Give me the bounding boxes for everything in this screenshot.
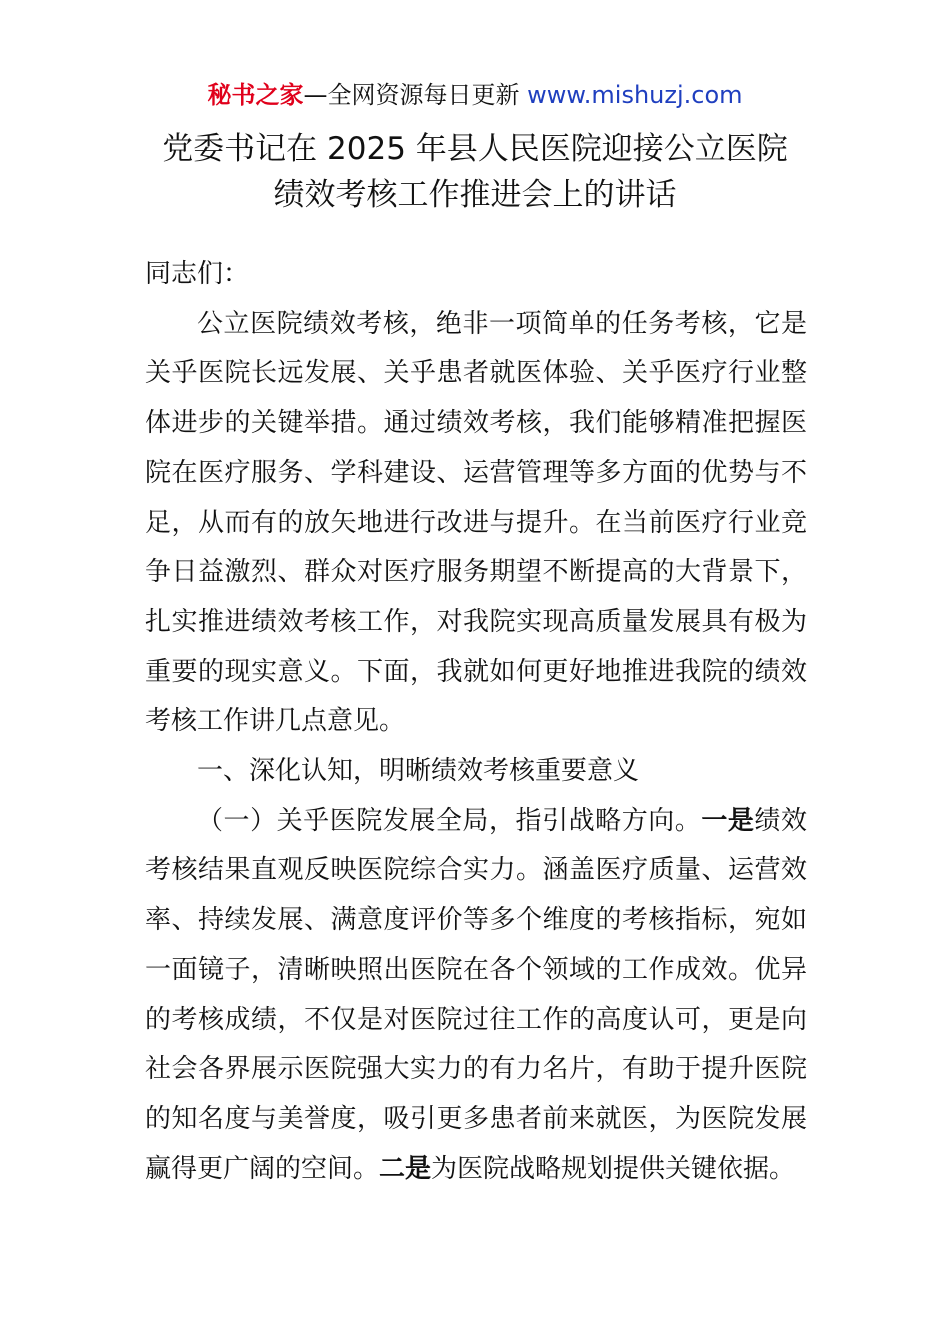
point-marker-2: 二是 (379, 1153, 432, 1184)
section-heading-1: 一、深化认知，明晰绩效考核重要意义 (197, 756, 640, 787)
title-line-2: 绩效考核工作推进会上的讲话 (273, 177, 677, 213)
site-url-link[interactable]: www.mishuzj.com (527, 81, 743, 109)
document-body (145, 250, 807, 1194)
header-tagline: —全网资源每日更新 (303, 81, 528, 109)
point-text-1: 绩效考核结果直观反映医院综合实力。涵盖医疗质量、运营效率、持续发展、满意度评价等多个维度的考核指标，宛如一面镜子，清晰映照出医院在各个领域的工作成效。优异的考核成绩，不仅是对医院过往工作的高度认可，更是向社会各界展示医院强大实力的有力名片，有助于提升医院的知名度与美誉度，吸引更多患者前来就医，为医院发展赢得更广阔的空间。 (145, 805, 807, 1184)
point-marker-1: 一是 (701, 805, 755, 836)
document-title (0, 126, 950, 218)
subsection-lead: （一）关乎医院发展全局，指引战略方向。 (197, 805, 702, 836)
point-text-2: 为医院战略规划提供关键依据。 (431, 1153, 796, 1184)
intro-paragraph: 公立医院绩效考核，绝非一项简单的任务考核，它是关乎医院长远发展、关乎患者就医体验、关乎医疗行业整体进步的关键举措。通过绩效考核，我们能够精准把握医院在医疗服务、学科建设、运营管理等多方面的优势与不足，从而有的放矢地进行改进与提升。在当前医疗行业竞争日益激烈、群众对医疗服务期望不断提高的大背景下，扎实推进绩效考核工作，对我院实现高质量发展具有极为重要的现实意义。下面，我就如何更好地推进我院的绩效考核工作讲几点意见。 (145, 308, 807, 737)
subsection-paragraph-1 (145, 797, 807, 1195)
salutation: 同志们： (145, 259, 250, 289)
brand-name: 秘书之家 (207, 81, 304, 109)
title-line-1: 党委书记在 2025 年县人民医院迎接公立医院 (162, 131, 788, 167)
site-header (0, 78, 950, 112)
